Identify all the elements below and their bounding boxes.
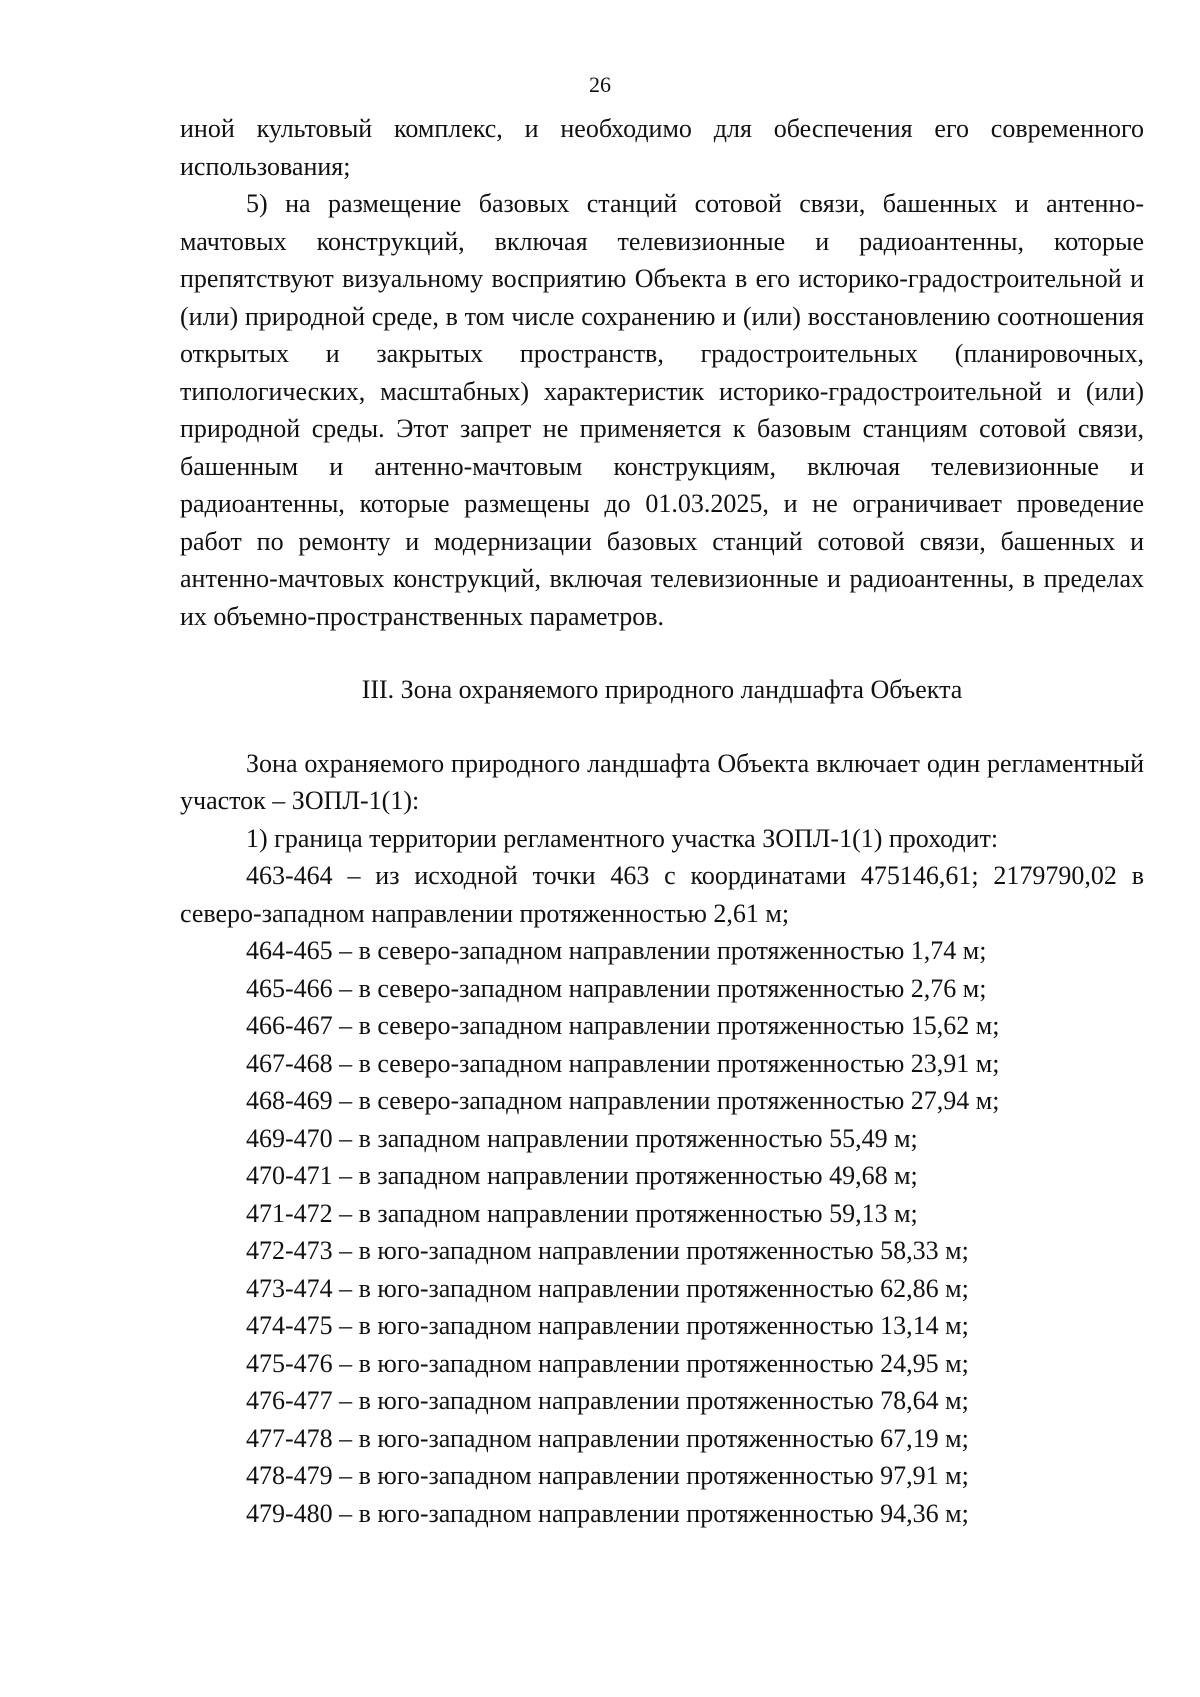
document-body: [180, 110, 1144, 1532]
list-item: 471-472 – в западном направлении протяженностью 59,13 м;: [246, 1198, 918, 1228]
list-item: 472-473 – в юго-западном направлении протяженностью 58,33 м;: [246, 1236, 969, 1265]
list-item: 465-466 – в северо-западном направлении протяженностью 2,76 м;: [246, 973, 987, 1003]
list-item: 468-469 – в северо-западном направлении протяженностью 27,94 м;: [246, 1086, 1000, 1115]
paragraph-item-5: 5) на размещение базовых станций сотовой связи, башенных и антенно-мачтовых конструкций, включая телевизионные и радиоантенны, которые препятствуют визуальному восприятию Объекта в его историко-градостроительной и (или) природной среде, в том числе сохранению и (или) восстановлению соотношения открытых и закрытых пространств, градостроительных (планировочных, типологических, масштабных) характеристик историко-градостроительной и (или) природной среды. Этот запрет не применяется к базовым станциям сотовой связи, башенным и антенно-мачтовым конструкциям, включая телевизионные и радиоантенны, которые размещены до 01.03.2025, и не ограничивает проведение работ по ремонту и модернизации базовых станций сотовой связи, башенных и антенно-мачтовых конструкций, включая телевизионные и радиоантенны, в пределах их объемно-пространственных параметров.: [180, 189, 1144, 631]
list-item: 473-474 – в юго-западном направлении протяженностью 62,86 м;: [246, 1273, 969, 1303]
list-item: 479-480 – в юго-западном направлении протяженностью 94,36 м;: [246, 1498, 969, 1528]
list-item: 466-467 – в северо-западном направлении протяженностью 15,62 м;: [246, 1011, 1000, 1040]
page-number: 26: [589, 72, 611, 97]
list-item: 475-476 – в юго-западном направлении протяженностью 24,95 м;: [246, 1348, 969, 1378]
list-item: 470-471 – в западном направлении протяженностью 49,68 м;: [246, 1161, 918, 1190]
list-item: 474-475 – в юго-западном направлении протяженностью 13,14 м;: [246, 1311, 969, 1340]
paragraph-continuation: иной культовый комплекс, и необходимо для обеспечения его современного использования;: [180, 114, 1144, 181]
list-item: 477-478 – в юго-западном направлении протяженностью 67,19 м;: [246, 1423, 969, 1453]
first-segment: 463-464 – из исходной точки 463 с координатами 475146,61; 2179790,02 в северо-западном направлении протяженностью 2,61 м;: [180, 861, 1144, 928]
segment-list: [180, 932, 1144, 1532]
list-item: 476-477 – в юго-западном направлении протяженностью 78,64 м;: [246, 1386, 969, 1415]
section-intro: Зона охраняемого природного ландшафта Объекта включает один регламентный участок – ЗОПЛ-1(1):: [180, 748, 1144, 815]
list-item: 469-470 – в западном направлении протяженностью 55,49 м;: [246, 1123, 918, 1153]
boundary-intro: 1) граница территории регламентного участка ЗОПЛ-1(1) проходит:: [246, 823, 999, 853]
list-item: 464-465 – в северо-западном направлении протяженностью 1,74 м;: [246, 936, 987, 965]
list-item: 467-468 – в северо-западном направлении протяженностью 23,91 м;: [246, 1048, 1000, 1078]
list-item: 478-479 – в юго-западном направлении протяженностью 97,91 м;: [246, 1461, 969, 1490]
section-heading: III. Зона охраняемого природного ландшафта Объекта: [361, 675, 963, 704]
